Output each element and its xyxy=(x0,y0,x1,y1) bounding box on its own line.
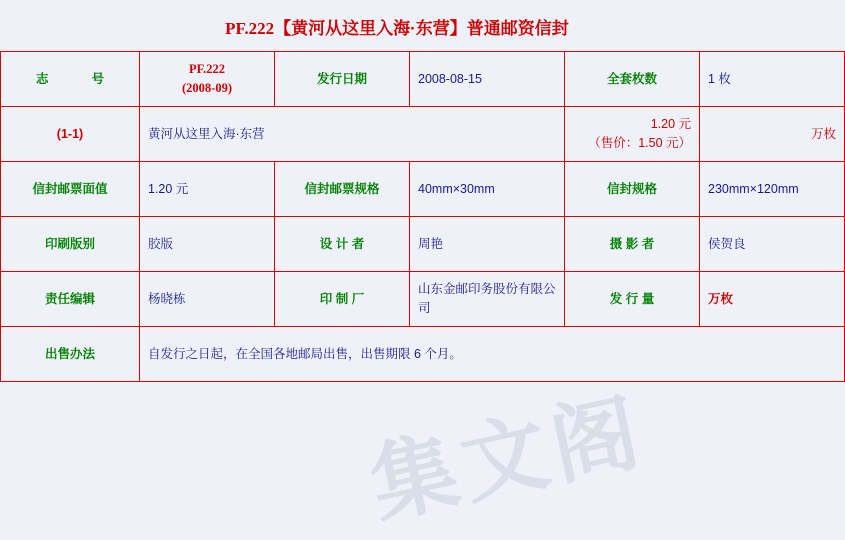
label-envelope-spec: 信封规格 xyxy=(565,162,700,217)
value-issue-quantity: 万枚 xyxy=(700,272,845,327)
label-set-count: 全套枚数 xyxy=(565,52,700,107)
label-serial: (1-1) xyxy=(1,107,140,162)
value-zhihao-year: (2008-09) xyxy=(182,81,232,95)
value-price-sale: （售价：1.50 元） xyxy=(588,136,691,150)
label-issue-date: 发行日期 xyxy=(275,52,410,107)
label-photographer: 摄 影 者 xyxy=(565,217,700,272)
watermark: 集文阁 xyxy=(362,383,653,535)
table-row xyxy=(1,327,845,382)
value-sale-method: 自发行之日起，在全国各地邮局出售，出售期限 6 个月。 xyxy=(140,327,845,382)
value-set-count: 1 枚 xyxy=(700,52,845,107)
label-designer: 设 计 者 xyxy=(275,217,410,272)
value-stamp-face-value: 1.20 元 xyxy=(140,162,275,217)
label-printer: 印 制 厂 xyxy=(275,272,410,327)
value-issue-date: 2008-08-15 xyxy=(410,52,565,107)
label-sale-method: 出售办法 xyxy=(1,327,140,382)
value-editor: 杨晓栋 xyxy=(140,272,275,327)
label-stamp-face-value: 信封邮票面值 xyxy=(1,162,140,217)
label-print-type: 印刷版别 xyxy=(1,217,140,272)
value-designer: 周艳 xyxy=(410,217,565,272)
stamp-info-table xyxy=(0,51,845,382)
table-row xyxy=(1,107,845,162)
table-row xyxy=(1,162,845,217)
label-issue-quantity: 发 行 量 xyxy=(565,272,700,327)
value-stamp-spec: 40mm×30mm xyxy=(410,162,565,217)
table-row xyxy=(1,272,845,327)
value-printer: 山东金邮印务股份有限公司 xyxy=(410,272,565,327)
value-print-quantity: 万枚 xyxy=(700,107,845,162)
value-print-type: 胶版 xyxy=(140,217,275,272)
table-row xyxy=(1,52,845,107)
value-envelope-spec: 230mm×120mm xyxy=(700,162,845,217)
label-stamp-spec: 信封邮票规格 xyxy=(275,162,410,217)
value-price-face: 1.20 元 xyxy=(650,117,691,132)
value-zhihao xyxy=(140,52,275,107)
table-row xyxy=(1,217,845,272)
value-subject: 黄河从这里入海·东营 xyxy=(140,107,565,162)
label-editor: 责任编辑 xyxy=(1,272,140,327)
value-photographer: 侯贺良 xyxy=(700,217,845,272)
page-title-code: PF.222 xyxy=(225,19,275,38)
page-title-text: 【黄河从这里入海·东营】普通邮资信封 xyxy=(274,19,569,38)
label-zhihao: 志 号 xyxy=(1,52,140,107)
page-title xyxy=(0,0,794,51)
value-price xyxy=(565,107,700,162)
value-zhihao-code: PF.222 xyxy=(189,62,225,77)
